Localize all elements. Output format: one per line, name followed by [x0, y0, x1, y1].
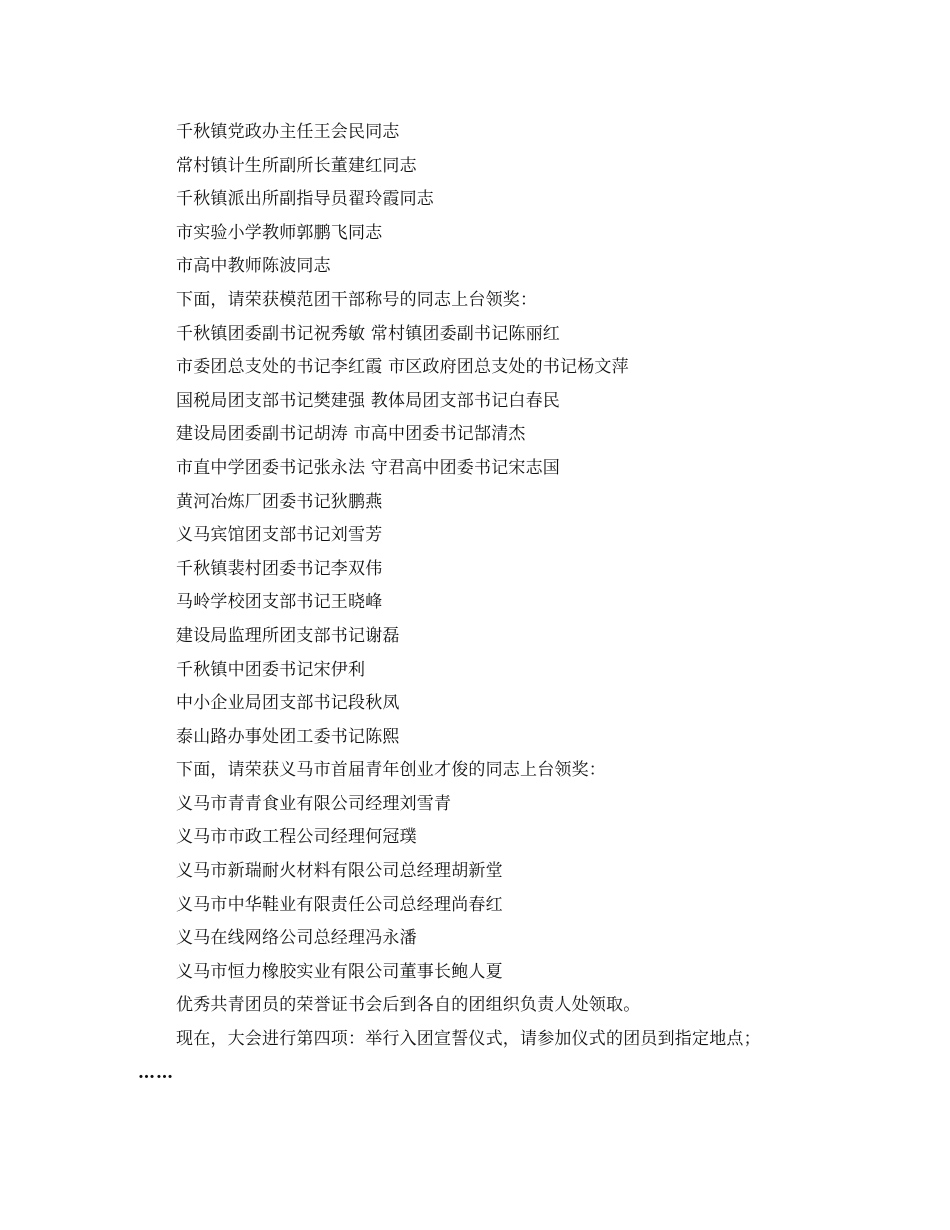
text-line: 现在，大会进行第四项：举行入团宣誓仪式，请参加仪式的团员到指定地点；	[176, 1029, 761, 1050]
text-line: 市高中教师陈波同志	[176, 256, 331, 277]
text-line: 千秋镇团委副书记祝秀敏 常村镇团委副书记陈丽红	[176, 323, 561, 344]
text-line: 市直中学团委书记张永法 守君高中团委书记宋志国	[176, 457, 561, 478]
text-line: 千秋镇党政办主任王会民同志	[176, 122, 400, 142]
text-line: 中小企业局团支部书记段秋凤	[176, 693, 400, 714]
text-line: 千秋镇派出所副指导员翟玲霞同志	[176, 189, 434, 210]
text-line: 义马市中华鞋业有限责任公司总经理尚春红	[176, 894, 503, 915]
ellipsis-line: ……	[138, 1062, 174, 1083]
text-line: 常村镇计生所副所长董建红同志	[176, 155, 417, 176]
text-line: 下面，请荣获义马市首届青年创业才俊的同志上台领奖：	[176, 760, 606, 781]
text-line: 马岭学校团支部书记王晓峰	[176, 592, 383, 613]
text-line: 义马市新瑞耐火材料有限公司总经理胡新堂	[176, 861, 503, 882]
document-body	[0, 116, 950, 1090]
text-line: 市实验小学教师郭鹏飞同志	[176, 222, 383, 243]
text-line: 建设局监理所团支部书记谢磊	[176, 625, 400, 646]
text-line: 千秋镇裴村团委书记李双伟	[176, 558, 383, 579]
text-line: 黄河冶炼厂团委书记狄鹏燕	[176, 491, 383, 512]
text-line: 义马市青青食业有限公司经理刘雪青	[176, 793, 452, 814]
text-line: 千秋镇中团委书记宋伊利	[176, 659, 366, 680]
text-line: 义马市市政工程公司经理何冠璞	[176, 827, 417, 848]
text-line: 泰山路办事处团工委书记陈熙	[176, 726, 400, 747]
text-line: 义马市恒力橡胶实业有限公司董事长鲍人夏	[176, 961, 503, 982]
text-line: 国税局团支部书记樊建强 教体局团支部书记白春民	[176, 390, 561, 411]
text-line: 义马宾馆团支部书记刘雪芳	[176, 525, 383, 546]
text-line: 义马在线网络公司总经理冯永潘	[176, 928, 417, 949]
text-line: 建设局团委副书记胡涛 市高中团委书记郜清杰	[176, 424, 526, 445]
text-line: 市委团总支处的书记李红霞 市区政府团总支处的书记杨文萍	[176, 357, 629, 378]
text-line: 优秀共青团员的荣誉证书会后到各自的团组织负责人处领取。	[176, 995, 641, 1016]
text-line: 下面，请荣获模范团干部称号的同志上台领奖：	[176, 289, 538, 310]
